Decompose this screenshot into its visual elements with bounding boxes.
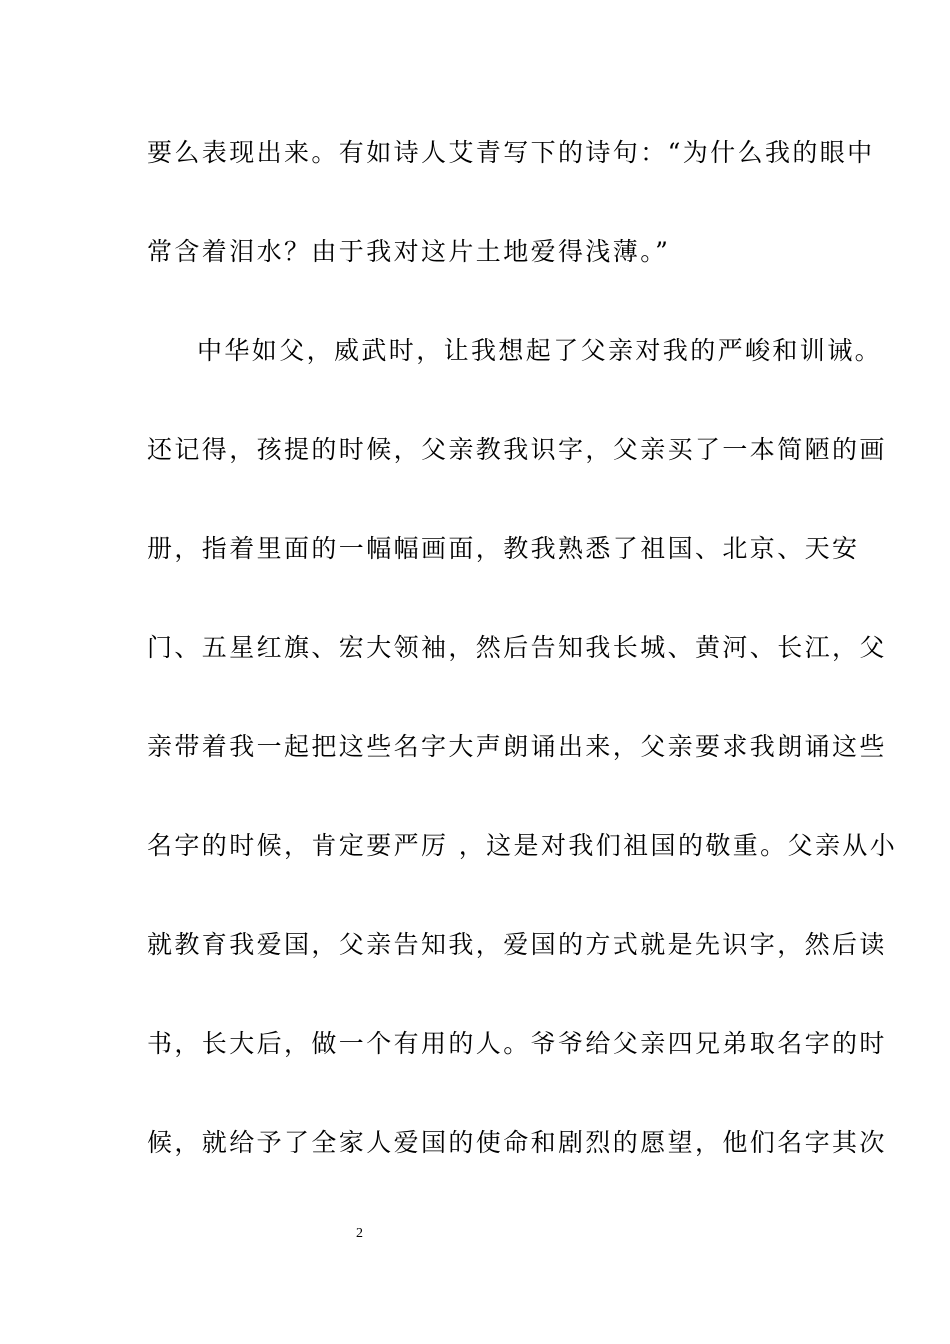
text-line-6: 门、五星红旗、宏大领袖，然后告知我长城、黄河、长江，父 (147, 633, 887, 662)
text-line-7: 亲带着我一起把这些名字大声朗诵出来，父亲要求我朗诵这些 (147, 732, 887, 761)
paragraph-start-line: 中华如父，威武时，让我想起了父亲对我的严峻和训诫。 (197, 336, 883, 365)
text-line-5: 册，指着里面的一幅幅画面，教我熟悉了祖国、北京、天安 (147, 534, 860, 563)
text-line-2: 常含着泪水？由于我对这片土地爱得浅薄。” (147, 237, 671, 266)
text-line-8: 名字的时候，肯定要严厉 ，这是对我们祖国的敬重。父亲从小 (147, 831, 898, 860)
page-number: 2 (356, 1226, 363, 1241)
text-line-1: 要么表现出来。有如诗人艾青写下的诗句：“为什么我的眼中 (147, 138, 875, 167)
text-line-4: 还记得，孩提的时候，父亲教我识字，父亲买了一本简陋的画 (147, 435, 887, 464)
text-line-11: 候，就给予了全家人爱国的使命和剧烈的愿望，他们名字其次 (147, 1128, 887, 1157)
text-line-9: 就教育我爱国，父亲告知我，爱国的方式就是先识字，然后读 (147, 930, 887, 959)
text-line-10: 书，长大后，做一个有用的人。爷爷给父亲四兄弟取名字的时 (147, 1029, 887, 1058)
